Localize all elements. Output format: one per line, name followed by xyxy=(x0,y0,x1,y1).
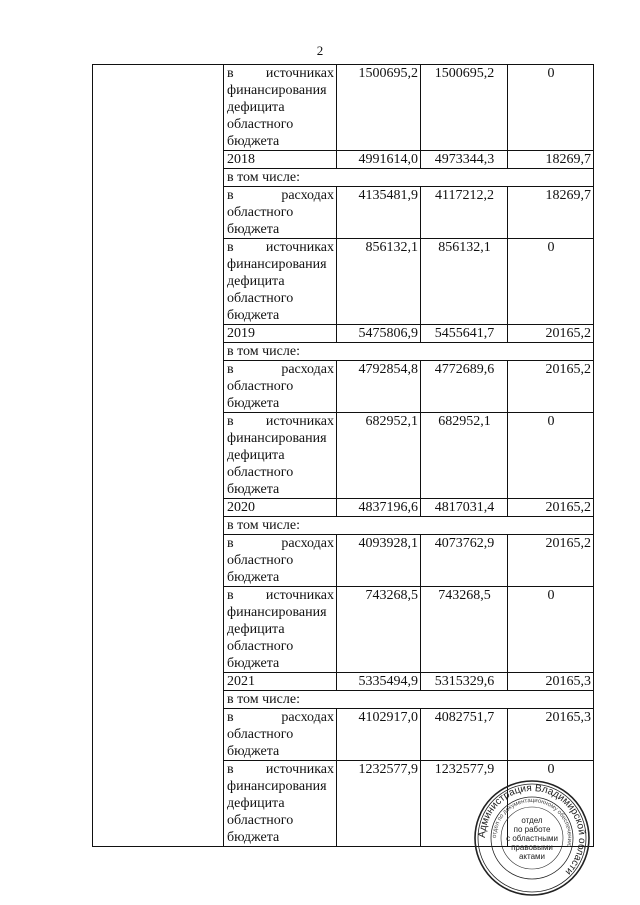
year-cell: 2019 xyxy=(224,325,337,343)
description-cell xyxy=(224,187,337,239)
svg-text:Администрация Владимирской обл: Администрация Владимирской области xyxy=(476,782,588,878)
value-revised: 4772689,6 xyxy=(421,361,508,413)
subheading-cell: в том числе: xyxy=(224,517,594,535)
description-line: бюджета xyxy=(227,482,280,497)
description-first-line xyxy=(227,413,334,430)
value-total: 1232577,9 xyxy=(337,761,421,847)
value-total: 5475806,9 xyxy=(337,325,421,343)
description-cell xyxy=(224,587,337,673)
value-revised: 5315329,6 xyxy=(421,673,508,691)
description-word: в xyxy=(227,710,234,725)
value-revised: 4117212,2 xyxy=(421,187,508,239)
value-difference: 20165,3 xyxy=(508,709,594,761)
svg-text:отдел по документационному обе: отдел по документационному обеспечению xyxy=(491,797,573,848)
description-line: бюджета xyxy=(227,744,280,759)
description-line: областного xyxy=(227,117,294,132)
description-word: источниках xyxy=(265,762,334,777)
description-line: бюджета xyxy=(227,134,280,149)
seal-center-text xyxy=(473,779,591,897)
value-total: 4135481,9 xyxy=(337,187,421,239)
value-total: 5335494,9 xyxy=(337,673,421,691)
description-word: в xyxy=(227,588,234,603)
description-line: бюджета xyxy=(227,222,280,237)
description-first-line xyxy=(227,535,334,552)
value-difference: 0 xyxy=(508,761,594,847)
description-first-line xyxy=(227,187,334,204)
description-line: дефицита xyxy=(227,622,285,637)
description-first-line xyxy=(227,709,334,726)
value-difference: 0 xyxy=(508,413,594,499)
value-difference: 0 xyxy=(508,239,594,325)
description-line: финансирования xyxy=(227,779,327,794)
value-total: 4102917,0 xyxy=(337,709,421,761)
description-cell xyxy=(224,709,337,761)
seal-center-line: по работе xyxy=(513,824,551,834)
value-total: 743268,5 xyxy=(337,587,421,673)
description-word: в xyxy=(227,762,234,777)
value-total: 4837196,6 xyxy=(337,499,421,517)
value-difference: 0 xyxy=(508,587,594,673)
description-word: расходах xyxy=(281,188,334,203)
description-line: областного xyxy=(227,727,294,742)
value-difference: 20165,3 xyxy=(508,673,594,691)
year-cell: 2020 xyxy=(224,499,337,517)
description-word: источниках xyxy=(265,588,334,603)
year-cell: 2021 xyxy=(224,673,337,691)
description-line: дефицита xyxy=(227,100,285,115)
description-line: областного xyxy=(227,379,294,394)
description-line: бюджета xyxy=(227,830,280,845)
description-line: финансирования xyxy=(227,605,327,620)
year-cell: 2018 xyxy=(224,151,337,169)
description-cell xyxy=(224,361,337,413)
value-total: 682952,1 xyxy=(337,413,421,499)
value-total: 4792854,8 xyxy=(337,361,421,413)
seal-center-line: отдел xyxy=(521,815,543,825)
description-line: бюджета xyxy=(227,308,280,323)
official-seal xyxy=(473,779,591,897)
description-word: расходах xyxy=(281,710,334,725)
description-word: расходах xyxy=(281,362,334,377)
description-line: бюджета xyxy=(227,656,280,671)
description-cell xyxy=(224,239,337,325)
description-cell xyxy=(224,413,337,499)
description-line: бюджета xyxy=(227,570,280,585)
description-line: бюджета xyxy=(227,396,280,411)
value-total: 856132,1 xyxy=(337,239,421,325)
description-word: в xyxy=(227,414,234,429)
description-word: в xyxy=(227,536,234,551)
description-line: дефицита xyxy=(227,274,285,289)
value-difference: 20165,2 xyxy=(508,361,594,413)
description-first-line xyxy=(227,361,334,378)
description-line: дефицита xyxy=(227,796,285,811)
value-difference: 0 xyxy=(508,65,594,151)
value-revised: 743268,5 xyxy=(421,587,508,673)
value-revised: 4073762,9 xyxy=(421,535,508,587)
description-cell xyxy=(224,65,337,151)
description-cell xyxy=(224,761,337,847)
seal-center-line: с областными xyxy=(506,833,558,843)
description-word: в xyxy=(227,66,234,81)
subheading-cell: в том числе: xyxy=(224,691,594,709)
seal-center-line: актами xyxy=(518,851,546,861)
value-total: 4991614,0 xyxy=(337,151,421,169)
seal-center-line: правовыми xyxy=(511,842,553,852)
value-total: 4093928,1 xyxy=(337,535,421,587)
empty-left-column xyxy=(93,65,224,847)
description-line: областного xyxy=(227,291,294,306)
description-first-line xyxy=(227,761,334,778)
value-revised: 856132,1 xyxy=(421,239,508,325)
description-line: дефицита xyxy=(227,448,285,463)
value-difference: 18269,7 xyxy=(508,187,594,239)
value-difference: 20165,2 xyxy=(508,325,594,343)
value-revised: 4082751,7 xyxy=(421,709,508,761)
description-first-line xyxy=(227,65,334,82)
value-revised: 4973344,3 xyxy=(421,151,508,169)
description-line: областного xyxy=(227,205,294,220)
description-line: финансирования xyxy=(227,431,327,446)
description-line: областного xyxy=(227,639,294,654)
subheading-cell: в том числе: xyxy=(224,343,594,361)
description-word: источниках xyxy=(265,414,334,429)
description-cell xyxy=(224,535,337,587)
description-line: областного xyxy=(227,465,294,480)
description-first-line xyxy=(227,239,334,256)
description-word: в xyxy=(227,188,234,203)
subheading-cell: в том числе: xyxy=(224,169,594,187)
description-word: источниках xyxy=(265,66,334,81)
value-difference: 18269,7 xyxy=(508,151,594,169)
description-word: источниках xyxy=(265,240,334,255)
value-revised: 682952,1 xyxy=(421,413,508,499)
value-revised: 4817031,4 xyxy=(421,499,508,517)
value-total: 1500695,2 xyxy=(337,65,421,151)
table-row xyxy=(93,65,594,151)
description-line: областного xyxy=(227,813,294,828)
value-difference: 20165,2 xyxy=(508,535,594,587)
value-revised: 1500695,2 xyxy=(421,65,508,151)
value-difference: 20165,2 xyxy=(508,499,594,517)
budget-table xyxy=(92,64,594,847)
value-revised: 5455641,7 xyxy=(421,325,508,343)
description-first-line xyxy=(227,587,334,604)
description-line: финансирования xyxy=(227,83,327,98)
page-number: 2 xyxy=(316,43,324,58)
description-word: в xyxy=(227,240,234,255)
budget-table-body xyxy=(93,65,594,847)
description-word: расходах xyxy=(281,536,334,551)
description-line: областного xyxy=(227,553,294,568)
description-word: в xyxy=(227,362,234,377)
description-line: финансирования xyxy=(227,257,327,272)
value-revised: 1232577,9 xyxy=(421,761,508,847)
